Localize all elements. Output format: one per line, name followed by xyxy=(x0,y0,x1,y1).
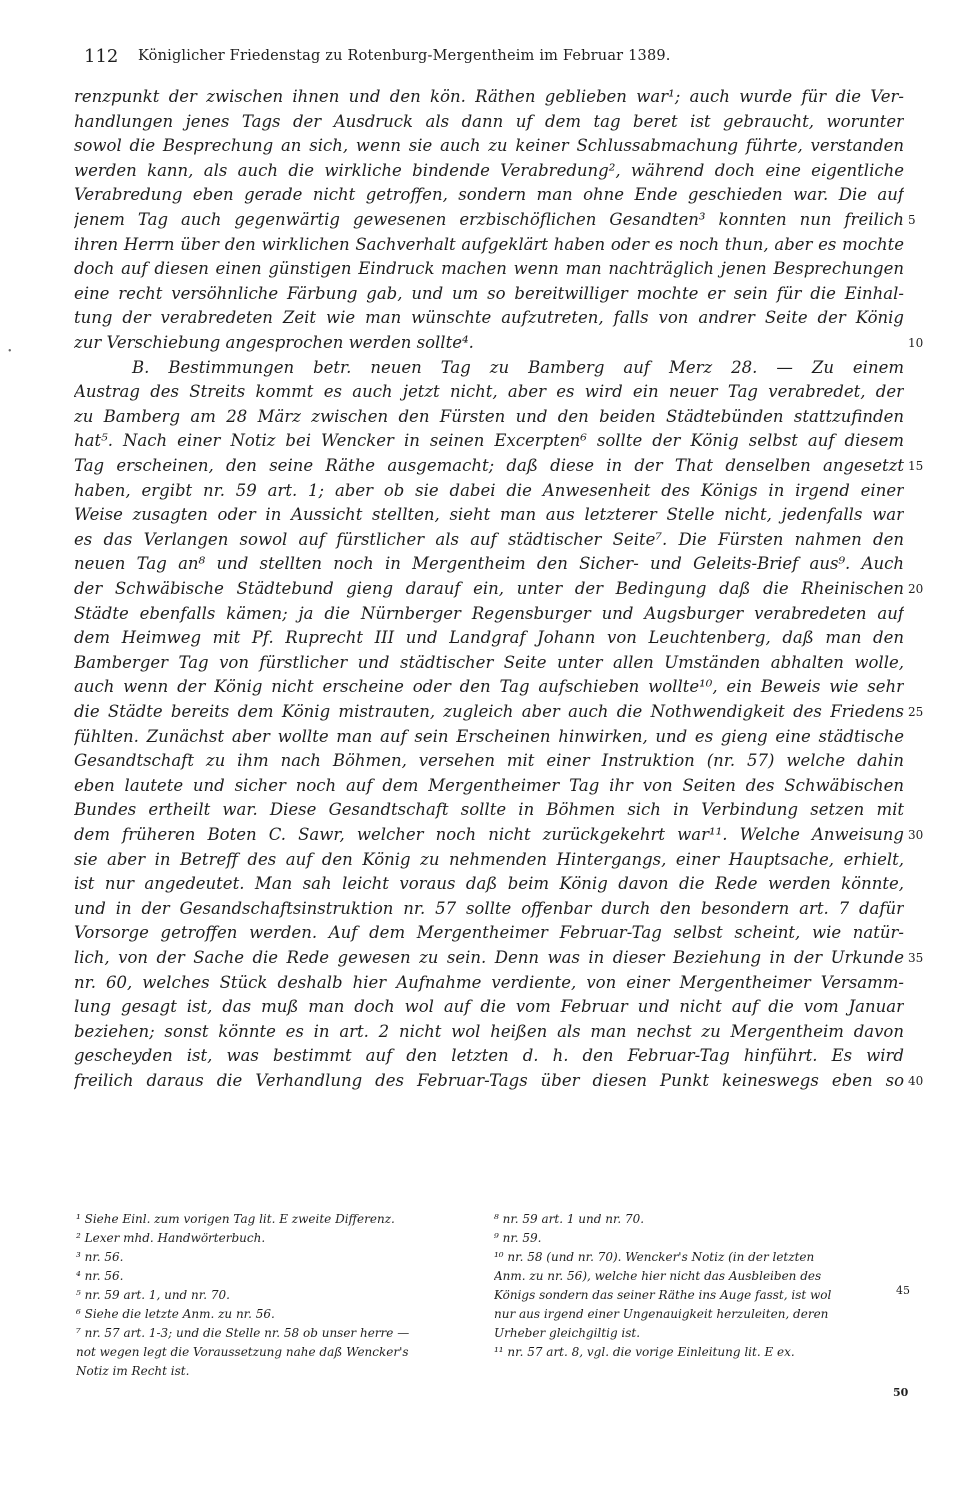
text-line: neuen Tag an⁸ und stellten noch in Mergentheim den Sicher- und Geleits-Brief aus⁹. Auch xyxy=(74,554,904,574)
footnote: ⁶ Siehe die letzte Anm. zu nr. 56. xyxy=(76,1307,275,1321)
text-line: Gesandtschaft zu ihm nach Böhmen, versehen mit einer Instruktion (nr. 57) welche dahin xyxy=(74,751,904,771)
text-line: Bamberger Tag von fürstlicher und städtischer Seite unter allen Umständen abhalten wolle, xyxy=(74,652,904,672)
text-line: freilich daraus die Verhandlung des Februar-Tags über diesen Punkt keineswegs eben so xyxy=(74,1071,904,1090)
text-line: auch wenn der König nicht erscheine oder den Tag aufschieben wollte¹⁰, ein Beweis wie sehr xyxy=(74,677,904,697)
footnote: ¹⁰ nr. 58 (und nr. 70). Wencker's Notiz (in der letzten xyxy=(494,1250,815,1264)
text-line: haben, ergibt nr. 59 art. 1; aber ob sie dabei die Anwesenheit des Königs in irgend einer xyxy=(74,480,904,500)
line-number: 45 xyxy=(896,1284,910,1297)
text-line: tung der verabredeten Zeit wie man wünschte aufzutreten, falls von andrer Seite der König xyxy=(74,308,904,328)
footnote-continuation: Urheber gleichgiltig ist. xyxy=(494,1326,641,1340)
text-line: werden kann, als auch die wirkliche bindende Verabredung², während doch eine eigentliche xyxy=(74,160,904,180)
text-line: sie aber in Betreff des auf den König zu nehmenden Hintergangs, einer Hauptsache, erhielt, xyxy=(74,849,904,869)
text-line: es das Verlangen sowol auf fürstlicher als auf städtischer Seite⁷. Die Fürsten nahmen den xyxy=(74,529,904,549)
text-line: und in der Gesandschaftsinstruktion nr. 57 sollte offenbar durch den besondern art. 7 dafür xyxy=(74,898,904,918)
line-number: 15 xyxy=(908,459,924,473)
text-line: lich, von der Sache die Rede gewesen zu sein. Denn was in dieser Beziehung in der Urkunde xyxy=(74,948,904,967)
text-line: Vorsorge getroffen werden. Auf dem Mergentheimer Februar-Tag selbst scheint, wie natür- xyxy=(74,923,904,943)
line-number: 30 xyxy=(908,828,924,842)
text-line: zur Verschiebung angesprochen werden sollte⁴. xyxy=(74,333,474,352)
section-heading-line: B. Bestimmungen betr. neuen Tag zu Bamberg auf Merz 28. — Zu einem xyxy=(132,357,904,377)
text-line: Bundes ertheilt war. Diese Gesandtschaft sollte in Böhmen sich in Verbindung setzen mit xyxy=(74,800,904,820)
footnote: ¹¹ nr. 57 art. 8, vgl. die vorige Einleitung lit. E ex. xyxy=(494,1345,795,1359)
footnote-continuation: Königs sondern das seiner Räthe ins Auge fasst, ist wol xyxy=(494,1288,832,1302)
line-number: 10 xyxy=(908,336,924,350)
text-line: doch auf diesen einen günstigen Eindruck machen wenn man nachträglich jenen Besprechungen xyxy=(74,259,904,279)
line-number: 25 xyxy=(908,705,924,719)
running-title: Königlicher Friedenstag zu Rotenburg-Mergentheim im Februar 1389. xyxy=(138,48,671,64)
running-head xyxy=(84,46,884,72)
text-line: Städte ebenfalls kämen; ja die Nürnberger Regensburger und Augsburger verabredeten auf xyxy=(74,603,904,623)
text-line: renzpunkt der zwischen ihnen und den kön. Räthen geblieben war¹; auch wurde für die Ver- xyxy=(74,87,904,106)
footnotes-right-column xyxy=(494,1210,904,1362)
footnote-continuation: not wegen legt die Voraussetzung nahe daß Wencker's xyxy=(76,1345,409,1359)
margin-mark: • xyxy=(8,346,12,357)
line-number: 5 xyxy=(908,213,916,227)
text-line: dem früheren Boten C. Sawr, welcher noch nicht zurückgekehrt war¹¹. Welche Anweisung xyxy=(74,825,904,844)
text-line: ihren Herrn über den wirklichen Sachverhalt aufgeklärt haben oder es noch thun, aber es mochte xyxy=(74,234,904,254)
text-line: lung gesagt ist, das muß man doch wol auf die vom Februar und nicht auf die vom Januar xyxy=(74,997,904,1017)
text-line: sowol die Besprechung an sich, wenn sie auch zu keiner Schlussabmachung führte, verstanden xyxy=(74,136,904,156)
text-line: eben lautete und sicher noch auf dem Mergentheimer Tag ihr von Seiten des Schwäbischen xyxy=(74,775,904,795)
text-line: Tag erscheinen, den seine Räthe ausgemacht; daß diese in der That denselben angesetzt xyxy=(74,456,904,475)
text-line: beziehen; sonst könnte es in art. 2 nicht wol heißen als man nechst zu Mergentheim davon xyxy=(74,1021,904,1041)
body-text xyxy=(74,84,904,1184)
text-line: handlungen jenes Tags der Ausdruck als dann uf dem tag beret ist gebraucht, worunter xyxy=(74,111,904,131)
signature-mark: 50 xyxy=(893,1386,909,1399)
text-line: zu Bamberg am 28 März zwischen den Fürsten und den beiden Städtebünden stattzufinden xyxy=(74,406,904,426)
footnote: ⁸ nr. 59 art. 1 und nr. 70. xyxy=(494,1212,645,1226)
footnote: ⁴ nr. 56. xyxy=(76,1269,124,1283)
footnote: ⁵ nr. 59 art. 1, und nr. 70. xyxy=(76,1288,230,1302)
line-number: 35 xyxy=(908,951,924,965)
footnote: ¹ Siehe Einl. zum vorigen Tag lit. E zweite Differenz. xyxy=(76,1212,395,1226)
footnote-continuation: Anm. zu nr. 56), welche hier nicht das Ausbleiben des xyxy=(494,1269,822,1283)
text-line: dem Heimweg mit Pf. Ruprecht III und Landgraf Johann von Leuchtenberg, daß man den xyxy=(74,628,904,648)
text-line: ist nur angedeutet. Man sah leicht voraus daß beim König davon die Rede werden könnte, xyxy=(74,874,904,894)
footnote: ² Lexer mhd. Handwörterbuch. xyxy=(76,1231,266,1245)
line-number: 20 xyxy=(908,582,924,596)
footnote: ³ nr. 56. xyxy=(76,1250,124,1264)
line-number: 40 xyxy=(908,1074,924,1088)
text-line: Verabredung eben gerade nicht getroffen, sondern man ohne Ende geschieden war. Die auf xyxy=(74,185,904,205)
footnote: ⁷ nr. 57 art. 1-3; und die Stelle nr. 58 ob unser herre — xyxy=(76,1326,410,1340)
text-line: hat⁵. Nach einer Notiz bei Wencker in seinen Excerpten⁶ sollte der König selbst auf diesem xyxy=(74,431,904,451)
page-number: 112 xyxy=(84,46,119,67)
footnote-continuation: Notiz im Recht ist. xyxy=(76,1364,190,1378)
text-line: der Schwäbische Städtebund gieng darauf ein, unter der Bedingung daß die Rheinischen xyxy=(74,579,904,598)
text-line: die Städte bereits dem König mistrauten, zugleich aber auch die Nothwendigkeit des Friedens xyxy=(74,702,904,721)
text-line: fühlten. Zunächst aber wollte man auf sein Erscheinen hinwirken, und es gieng eine städtische xyxy=(74,726,904,746)
footnote: ⁹ nr. 59. xyxy=(494,1231,542,1245)
text-line: nr. 60, welches Stück deshalb hier Aufnahme verdiente, von einer Mergentheimer Versamm- xyxy=(74,972,904,992)
text-line: Austrag des Streits kommt es auch jetzt nicht, aber es wird ein neuer Tag verabredet, der xyxy=(74,382,904,402)
text-line: gescheyden ist, was bestimmt auf den letzten d. h. den Februar-Tag hinführt. Es wird xyxy=(74,1046,904,1066)
text-line: Weise zusagten oder in Aussicht stellten, sieht man aus letzterer Stelle nicht, jedenfalls war xyxy=(74,505,904,525)
footnote-continuation: nur aus irgend einer Ungenauigkeit herzuleiten, deren xyxy=(494,1307,829,1321)
footnotes-left-column xyxy=(76,1210,476,1381)
text-line: eine recht versöhnliche Färbung gab, und um so bereitwilliger mochte er sein für die Einhal- xyxy=(74,283,904,303)
text-line: jenem Tag auch gegenwärtig gewesenen erzbischöflichen Gesandten³ konnten nun freilich xyxy=(74,210,904,229)
footnotes xyxy=(0,1210,960,1390)
